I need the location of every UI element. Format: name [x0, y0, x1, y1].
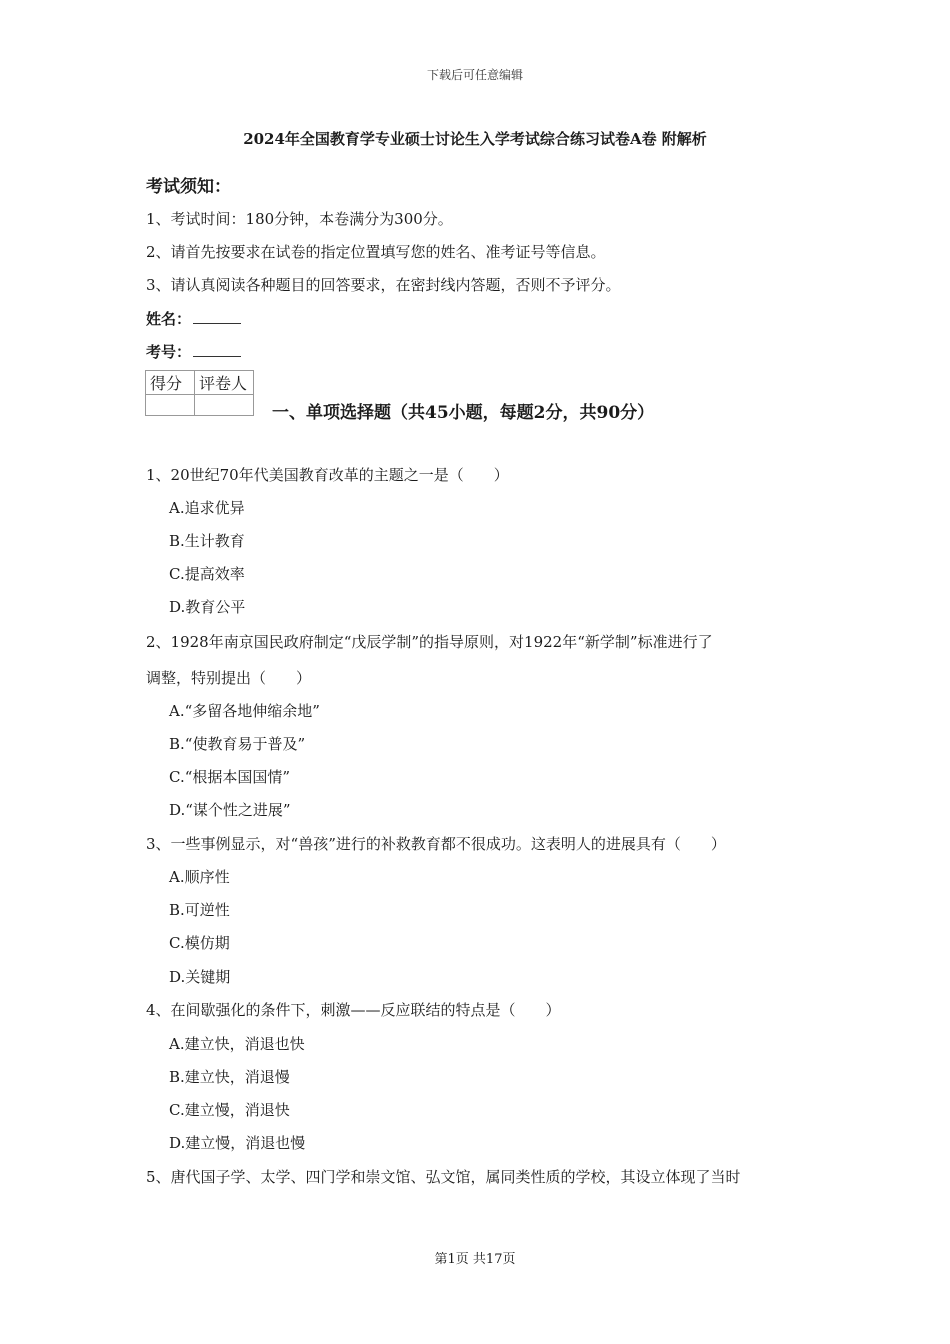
- grader-header: 评卷人: [195, 371, 254, 395]
- document-title: 2024年全国教育学专业硕士讨论生入学考试综合练习试卷A卷 附解析: [243, 130, 707, 148]
- page-footer: 第1页 共17页: [434, 1252, 516, 1267]
- question-stem: 1、20世纪70年代美国教育改革的主题之一是（ ）: [146, 466, 509, 484]
- id-blank[interactable]: [193, 342, 241, 357]
- question-option[interactable]: C.建立慢，消退快: [169, 1101, 290, 1119]
- question-stem: 5、唐代国子学、太学、四门学和崇文馆、弘文馆，属同类性质的学校，其设立体现了当时: [146, 1168, 741, 1186]
- id-label: 考号：: [146, 343, 192, 361]
- question-option[interactable]: A.“多留各地伸缩余地”: [169, 702, 320, 720]
- question-option[interactable]: D.教育公平: [169, 598, 246, 616]
- name-label: 姓名：: [146, 310, 192, 328]
- question-option[interactable]: D.关键期: [169, 968, 231, 986]
- question-option[interactable]: C.模仿期: [169, 934, 230, 952]
- question-option[interactable]: B.建立快，消退慢: [169, 1068, 290, 1086]
- question-stem-continued: 调整，特别提出（ ）: [146, 669, 312, 687]
- grader-cell[interactable]: [195, 395, 254, 416]
- question-option[interactable]: A.追求优异: [169, 499, 245, 517]
- score-table: [145, 370, 254, 416]
- notice-heading: 考试须知：: [146, 177, 231, 197]
- section-title: 一、单项选择题（共45小题，每题2分，共90分）: [272, 403, 655, 423]
- question-stem: 2、1928年南京国民政府制定“戊辰学制”的指导原则，对1922年“新学制”标准进行了: [146, 633, 713, 651]
- question-option[interactable]: C.提高效率: [169, 565, 245, 583]
- name-field: [146, 308, 241, 329]
- question-option[interactable]: A.建立快，消退也快: [169, 1035, 305, 1053]
- question-option[interactable]: D.“谋个性之进展”: [169, 801, 291, 819]
- question-option[interactable]: A.顺序性: [169, 868, 230, 886]
- question-option[interactable]: B.“使教育易于普及”: [169, 735, 306, 753]
- question-option[interactable]: B.生计教育: [169, 532, 245, 550]
- question-stem: 4、在间歇强化的条件下，刺激——反应联结的特点是（ ）: [146, 1001, 561, 1019]
- id-field: [146, 341, 241, 362]
- question-stem: 3、一些事例显示，对“兽孩”进行的补救教育都不很成功。这表明人的进展具有（ ）: [146, 835, 726, 853]
- notice-item: 2、请首先按要求在试卷的指定位置填写您的姓名、准考证号等信息。: [146, 243, 606, 261]
- score-header: 得分: [146, 371, 195, 395]
- name-blank[interactable]: [193, 309, 241, 324]
- question-option[interactable]: D.建立慢，消退也慢: [169, 1134, 306, 1152]
- notice-item: 1、考试时间：180分钟，本卷满分为300分。: [146, 210, 453, 228]
- question-option[interactable]: B.可逆性: [169, 901, 230, 919]
- question-option[interactable]: C.“根据本国国情”: [169, 768, 291, 786]
- notice-item: 3、请认真阅读各种题目的回答要求，在密封线内答题，否则不予评分。: [146, 276, 621, 294]
- score-cell[interactable]: [146, 395, 195, 416]
- header-note: 下载后可任意编辑: [426, 68, 523, 82]
